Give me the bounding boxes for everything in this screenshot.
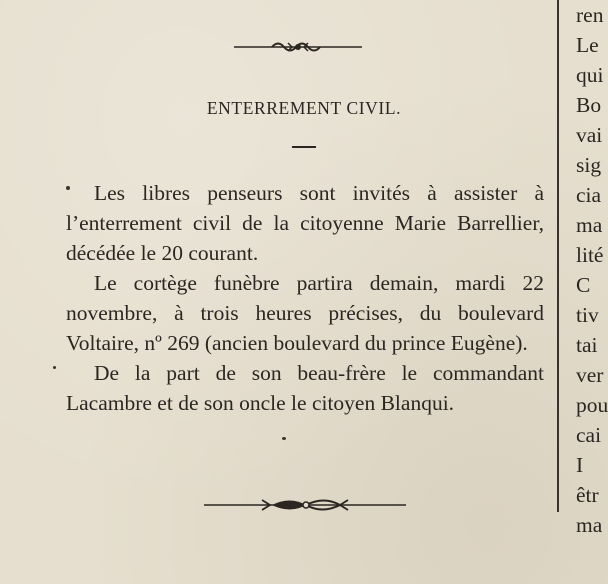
adjacent-line: cia: [576, 183, 602, 207]
paragraph-family: De la part de son beau-frère le commandant Lacambre et de son oncle le citoyen Blanqui.: [66, 361, 544, 415]
column-rule: [557, 0, 559, 512]
article-heading: ENTERREMENT CIVIL.: [206, 98, 402, 118]
ink-speck: [66, 186, 70, 190]
ornament-bottom-icon: [202, 494, 408, 516]
adjacent-line: ver: [576, 363, 604, 387]
adjacent-line: ma: [576, 513, 603, 537]
adjacent-line: ren: [576, 3, 604, 27]
adjacent-line: pou: [576, 393, 608, 417]
adjacent-column: [576, 0, 608, 584]
paragraph-invitation: Les libres penseurs sont invités à assister à l’enterrement civil de la citoyenne Marie Barrellier, décédée le 20 courant.: [66, 181, 544, 265]
adjacent-line: êtr: [576, 483, 599, 507]
adjacent-line: Le: [576, 33, 599, 57]
adjacent-line: sig: [576, 153, 602, 177]
adjacent-line: qui: [576, 63, 604, 87]
adjacent-line: I: [576, 453, 584, 477]
adjacent-line: lité: [576, 243, 604, 267]
adjacent-line: vai: [576, 123, 603, 147]
article-body: [66, 178, 544, 418]
ink-speck: [53, 366, 56, 369]
heading-divider: [292, 146, 316, 148]
adjacent-line: C: [576, 273, 591, 297]
adjacent-line: ma: [576, 213, 603, 237]
paragraph-cortege: Le cortège funèbre partira demain, mardi 22 novembre, à trois heures précises, du boulevard Voltaire, nº 269 (ancien boulevard du prince Eugène).: [66, 271, 544, 355]
ink-speck: [282, 437, 286, 440]
adjacent-line: tiv: [576, 303, 599, 327]
adjacent-line: tai: [576, 333, 598, 357]
adjacent-line: cai: [576, 423, 602, 447]
adjacent-line: Bo: [576, 93, 602, 117]
ornament-top-icon: [232, 38, 364, 56]
